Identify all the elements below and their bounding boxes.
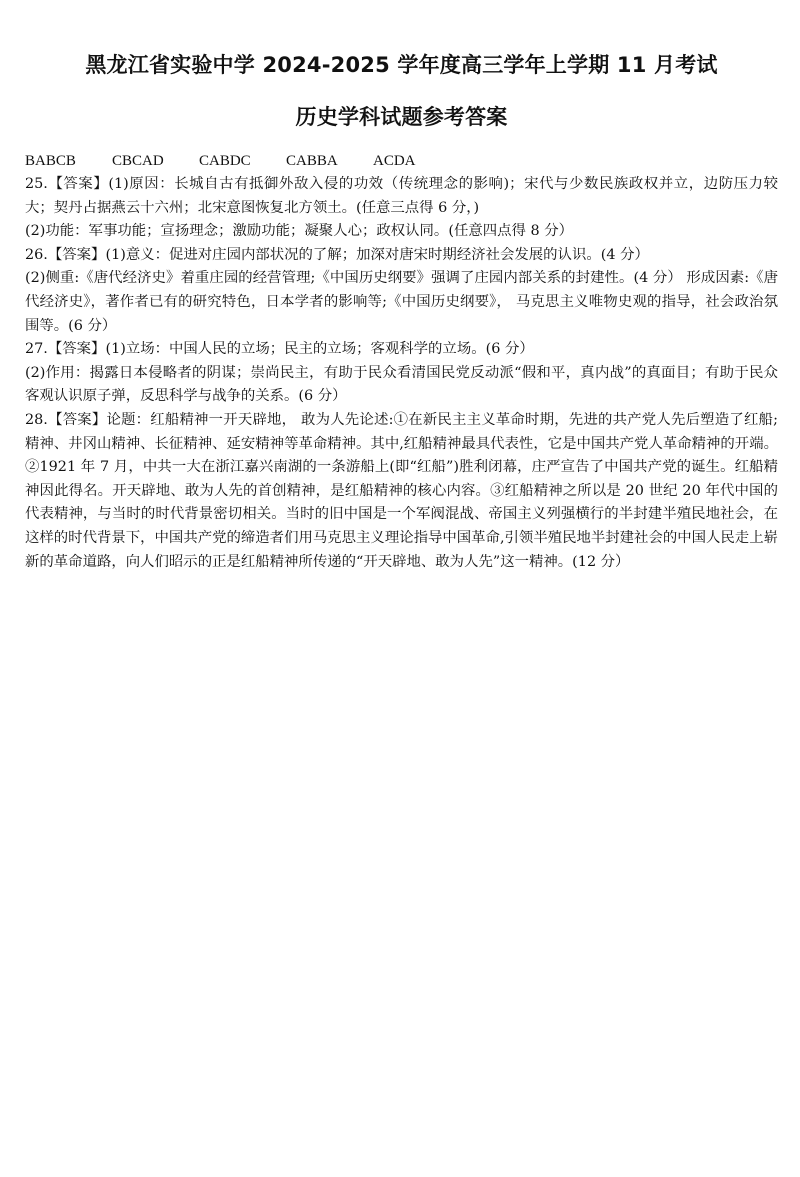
mc-group-5: ACDA [373,153,416,169]
multiple-choice-answers [25,150,778,173]
answer-content [25,150,778,574]
page-subtitle: 历史学科试题参考答案 [295,105,508,129]
mc-group-4: CABBA [286,153,338,169]
page-title: 黑龙江省实验中学 2024-2025 学年度高三学年上学期 11 月考试 [85,53,718,77]
mc-group-2: CBCAD [112,153,164,169]
answer-25-part-2: (2)功能：军事功能；宣扬理念；激励功能；凝聚人心；政权认同。(任意四点得 8 分） [25,223,573,240]
mc-group-3: CABDC [199,153,251,169]
answer-26-part-1: 26.【答案】(1)意义：促进对庄园内部状况的了解；加深对唐宋时期经济社会发展的认识。(4 分） [25,246,649,263]
answer-28: 28.【答案】论题：红船精神一开天辟地， 敢为人先论述:①在新民主主义革命时期，先进的共产党人先后塑造了红船;精神、井冈山精神、长征精神、延安精神等革命精神。其中,红船精神最具代表性，它是中国共产党人革命精神的开端。②1921 年 7 月，中共一大在浙江嘉兴南湖的一条游船上(即“红船”)胜利闭幕，庄严宣告了中国共产党的诞生。红船精神因此得名。开天辟地、敢为人先的首创精神，是红船精神的核心内容。③红船精神之所以是 20 世纪 20 年代中国的代表精神，与当时的时代背景密切相关。当时的旧中国是一个军阀混战、帝国主义列强横行的半封建半殖民地社会，在这样的时代背景下，中国共产党的缔造者们用马克思主义理论指导中国革命,引领半殖民地半封建社会的中国人民走上崭新的革命道路，向人们昭示的正是红船精神所传递的“开天辟地、敢为人先”这一精神。(12 分） [25,411,778,570]
mc-group-1: BABCB [25,153,76,169]
answer-27-part-2: (2)作用：揭露日本侵略者的阴谋；崇尚民主，有助于民众看清国民党反动派“假和平，真内战”的真面目；有助于民众客观认识原子弹，反思科学与战争的关系。(6 分） [25,364,778,405]
answer-27-part-1: 27.【答案】(1)立场：中国人民的立场；民主的立场；客观科学的立场。(6 分） [25,341,534,358]
answer-25-part-1: 25.【答案】(1)原因：长城自古有抵御外敌入侵的功效（传统理念的影响)；宋代与少数民族政权并立，边防压力较大；契丹占据燕云十六州；北宋意图恢复北方领土。(任意三点得 6 分，) [25,176,778,216]
answer-26-part-2: (2)侧重:《唐代经济史》着重庄园的经营管理;《中国历史纲要》强调了庄园内部关系的封建性。(4 分） 形成因素:《唐代经济史》，著作者已有的研究特色，日本学者的影响等;《中国历史纲要》， 马克思主义唯物史观的指导，社会政治氛围等。(6 分） [25,270,778,334]
